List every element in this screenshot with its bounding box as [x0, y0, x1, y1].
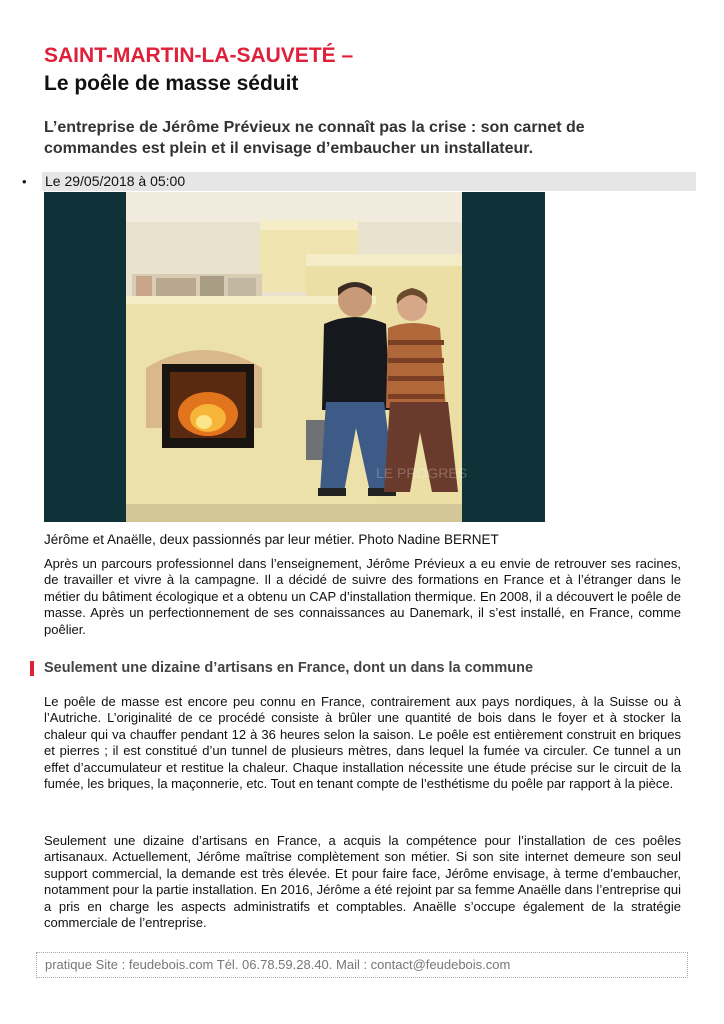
article-paragraph-3: Seulement une dizaine d’artisans en France, a acquis la compétence pour l’installation de ces poêles artisanaux. Actuellement, Jérôme maîtrise complètement son métier. Si son site internet demeure son seul support commercial, la demande est très élevée. Et pour faire face, Jérôme envisage, à terme d’embaucher, notamment pour la partie installation. En 2016, Jérôme a été rejoint par sa femme Anaëlle dans l’entreprise qui a pris en charge les aspects administratifs et comptables. Anaëlle s’occupe également de la stratégie commerciale de l’entreprise. [44, 833, 681, 931]
article-photo [44, 192, 545, 522]
bullet-icon: • [22, 174, 27, 189]
photo-caption: Jérôme et Anaëlle, deux passionnés par leur métier. Photo Nadine BERNET [44, 532, 499, 547]
photo-illustration [44, 192, 545, 522]
photo-watermark: LE PROGRES [376, 465, 468, 481]
headline-title: Le poêle de masse séduit [44, 72, 299, 95]
article-lead: L’entreprise de Jérôme Prévieux ne connaît pas la crise : son carnet de commandes est plein et il envisage d’embaucher un installateur. [44, 119, 585, 157]
date-line [22, 172, 696, 191]
article-paragraph-1: Après un parcours professionnel dans l’enseignement, Jérôme Prévieux a eu envie de retrouver ses racines, de travailler et vivre à la campagne. Il a décidé de suivre des formations en France et à l’étranger dans le métier du bâtiment écologique et a obtenu un CAP d’installation thermique. En 2008, il a découvert le poêle de masse. Après un perfectionnement de ses connaissances au Danemark, il s’est installé, en France, comme poêlier. [44, 556, 681, 637]
headline-location: SAINT-MARTIN-LA-SAUVETÉ – [44, 44, 354, 67]
subheading-text: Seulement une dizaine d’artisans en France, dont un dans la commune [44, 660, 534, 676]
publication-date: Le 29/05/2018 à 05:00 [45, 173, 186, 189]
subheading-accent-bar [30, 661, 34, 676]
practical-info-box [36, 952, 688, 978]
article-paragraph-2: Le poêle de masse est encore peu connu en France, contrairement aux pays nordiques, à la Suisse ou à l’Autriche. L’originalité de ce procédé consiste à brûler une quantité de bois dans le foyer et à stocker la chaleur qui va chauffer pendant 12 à 36 heures selon la saison. Le poêle est entièrement construit en briques et pierres ; il est constitué d’un tunnel de plusieurs mètres, dans lequel la fumée va circuler. Ce tunnel a un effet d’accumulateur et restitue la chaleur. Chaque installation nécessite une étude précise sur le circuit de la fumée, les briques, la maçonnerie, etc. Tout en tenant compte de l’esthétisme du poêle par rapport à la pièce. [44, 694, 681, 792]
practical-info-text: pratique Site : feudebois.com Tél. 06.78.59.28.40. Mail : contact@feudebois.com [45, 957, 511, 972]
